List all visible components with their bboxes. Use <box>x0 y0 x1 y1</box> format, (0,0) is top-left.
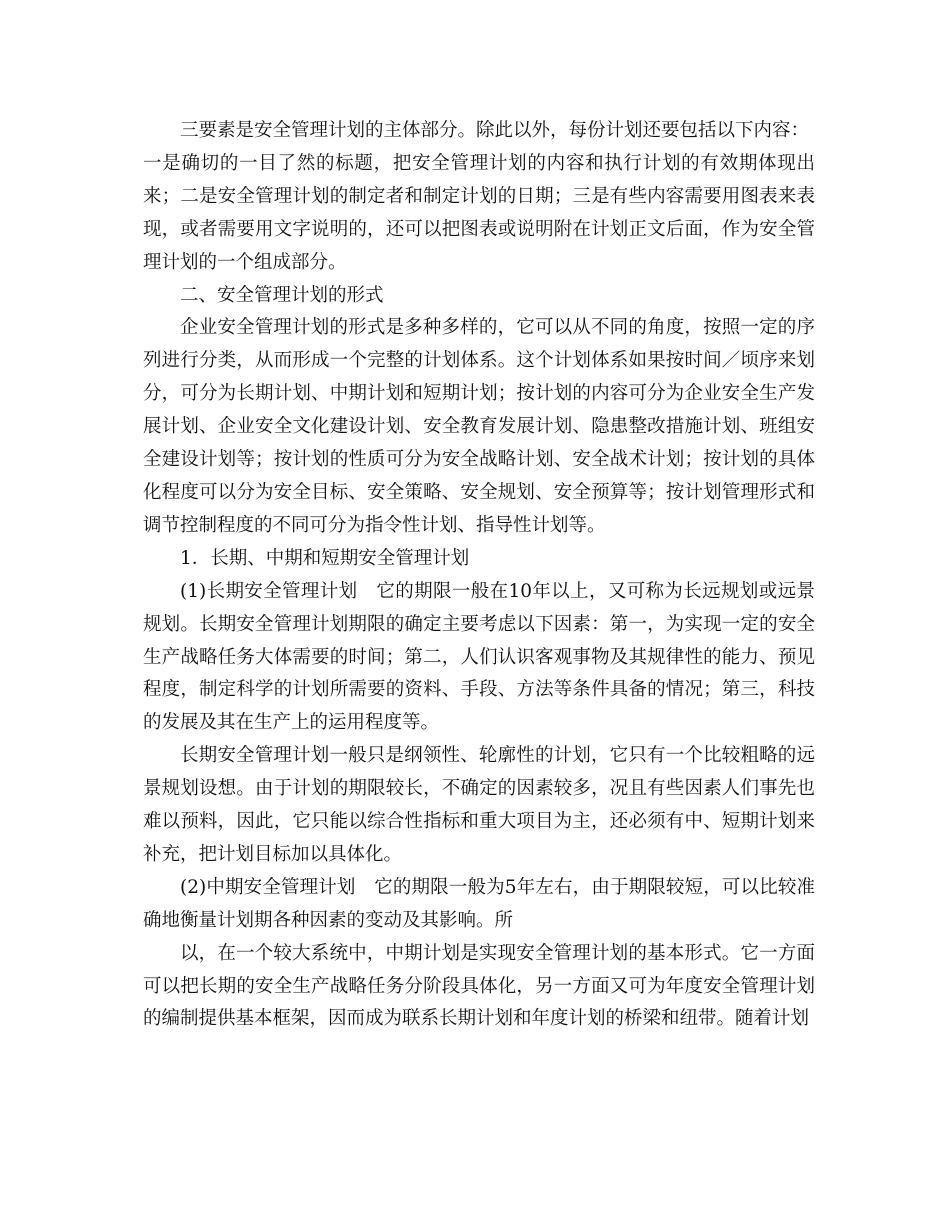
paragraph: 一是确切的一目了然的标题，把安全管理计划的内容和执行计划的有效期体现出来；二是安全管理计划的制定者和制定计划的日期；三是有些内容需要用图表来表现，或者需要用文字说明的，还可以把图表或说明附在计划正文后面，作为安全管理计划的一个组成部分。 <box>143 152 815 273</box>
paragraph: 长期安全管理计划一般只是纲领性、轮廓性的计划，它只有一个比较粗略的远景规划设想。由于计划的期限较长，不确定的因素较多，况且有些因素人们事先也难以预料，因此，它只能以综合性指标和重大项目为主，还必须有中、短期计划来补充，把计划目标加以具体化。 <box>143 745 815 865</box>
paragraph: 以，在一个较大系统中，中期计划是实现安全管理计划的基本形式。它一方面可以把长期的安全生产战略任务分阶段具体化，另一方面又可为年度安全管理计划的编制提供基本框架，因而成为联系长期计划和年度计划的桥梁和纽带。随着计划 <box>143 942 815 1030</box>
paragraph: (2)中期安全管理计划 它的期限一般为5年左右，由于期限较短，可以比较准确地衡量计划期各种因素的变动及其影响。所 <box>143 876 815 931</box>
subsection-heading: 1．长期、中期和短期安全管理计划 <box>180 547 470 569</box>
section-heading: 二、安全管理计划的形式 <box>180 284 384 306</box>
paragraph: (1)长期安全管理计划 它的期限一般在10年以上，又可称为长远规划或远景规划。长期安全管理计划期限的确定主要考虑以下因素：第一，为实现一定的安全生产战略任务大体需要的时间；第二，人们认识客观事物及其规律性的能力、预见程度，制定科学的计划所需要的资料、手段、方法等条件具备的情况；第三，科技的发展及其在生产上的运用程度等。 <box>143 580 815 734</box>
paragraph: 企业安全管理计划的形式是多种多样的，它可以从不同的角度，按照一定的序列进行分类，从而形成一个完整的计划体系。这个计划体系如果按时间／顷序来划分，可分为长期计划、中期计划和短期计划；按计划的内容可分为企业安全生产发展计划、企业安全文化建设计划、安全教育发展计划、隐患整改措施计划、班组安全建设计划等；按计划的性质可分为安全战略计划、安全战术计划；按计划的具体化程度可以分为安全目标、安全策略、安全规划、安全预算等；按计划管理形式和调节控制程度的不同可分为指令性计划、指导性计划等。 <box>143 317 815 536</box>
paragraph: 三要素是安全管理计划的主体部分。除此以外，每份计划还要包括以下内容： <box>180 120 810 141</box>
document-body <box>143 115 815 1036</box>
